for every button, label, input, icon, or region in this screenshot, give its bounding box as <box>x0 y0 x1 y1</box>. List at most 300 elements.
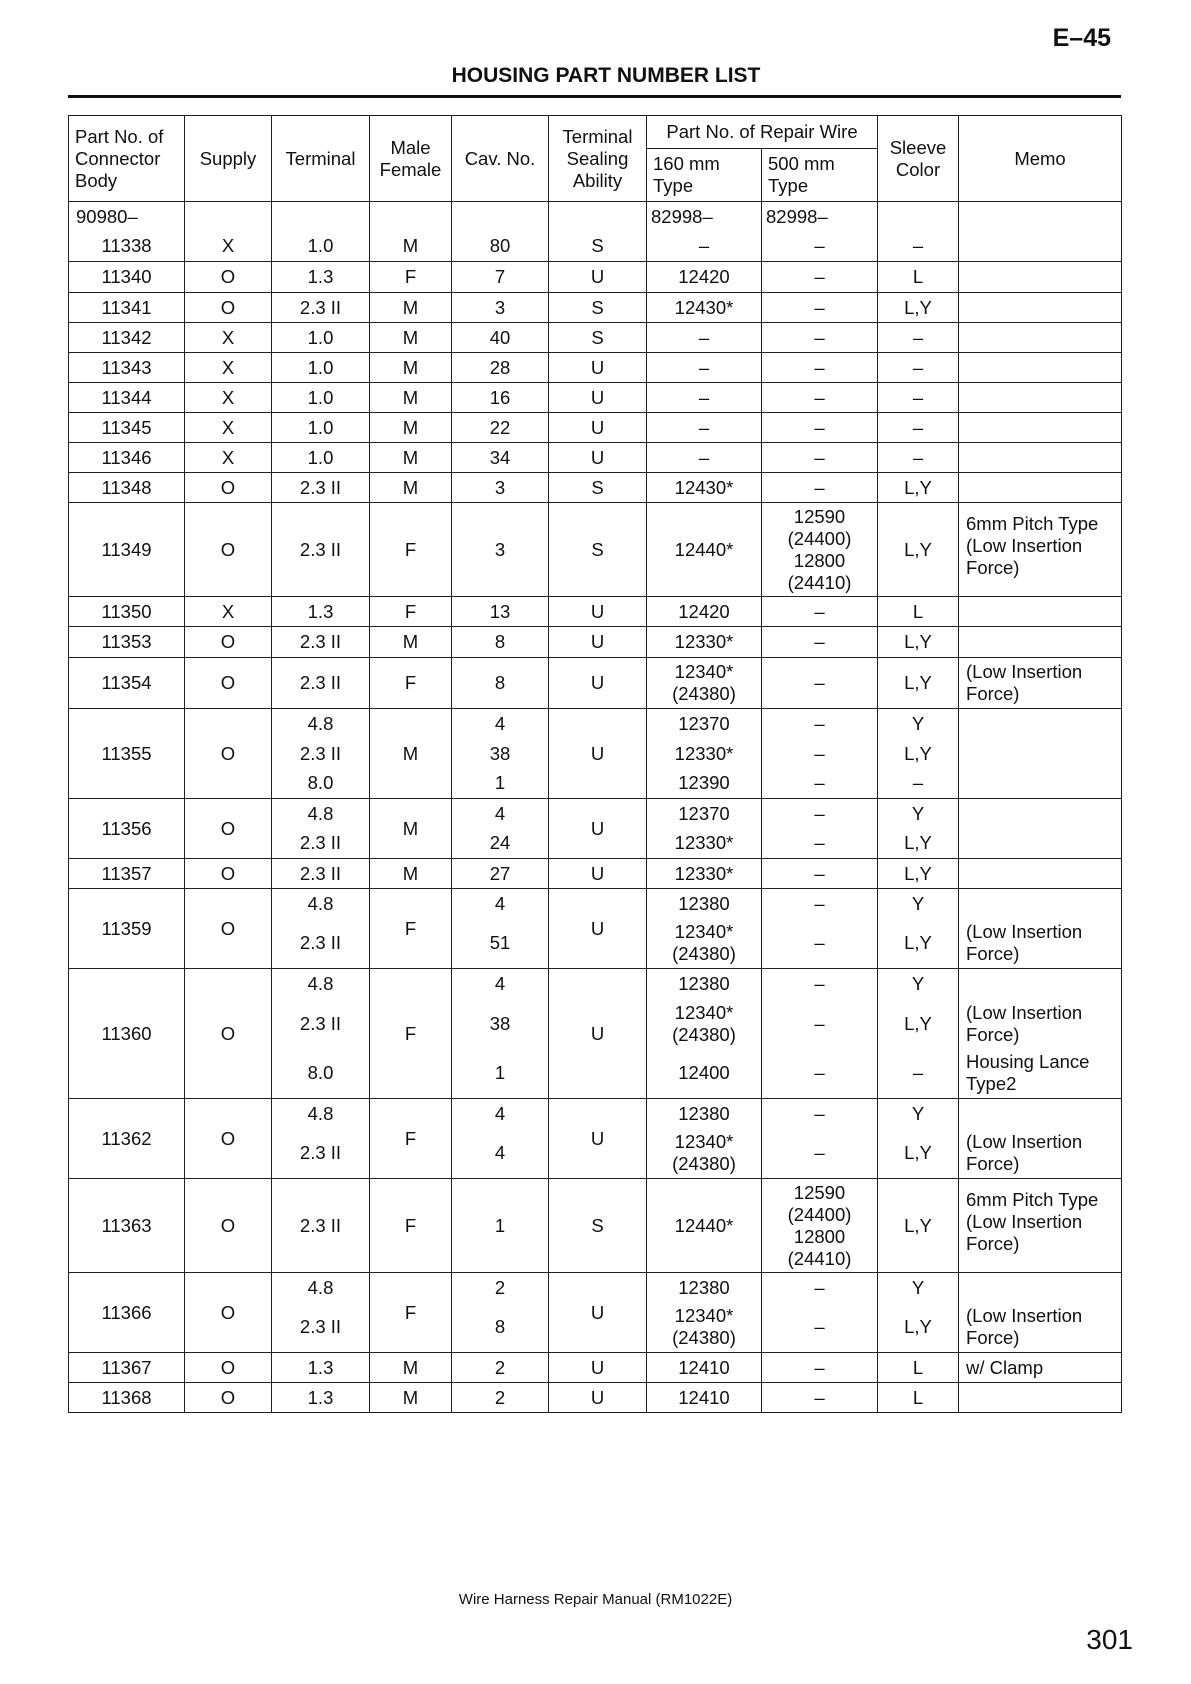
table-cell: 2.3 II <box>272 859 370 889</box>
table-cell: F <box>370 889 452 969</box>
table-cell: U <box>549 969 647 1099</box>
table-cell: O <box>185 969 272 1099</box>
cell-line: Force) <box>966 1023 1020 1045</box>
table-cell: 1.0 <box>272 413 370 443</box>
table-cell <box>959 889 1122 919</box>
table-cell: 2.3 II <box>272 1179 370 1273</box>
part-prefix: 90980– <box>69 202 185 232</box>
cell-line: 12340* <box>674 661 734 682</box>
w500-prefix: 82998– <box>762 202 878 232</box>
table-cell: L,Y <box>878 919 959 969</box>
table-cell <box>762 503 878 597</box>
table-cell <box>959 503 1122 597</box>
table-cell: 11341 <box>69 293 185 323</box>
table-cell <box>185 202 272 232</box>
table-cell: 12410 <box>647 1383 762 1413</box>
table-cell: 1 <box>452 769 549 799</box>
table-cell <box>647 658 762 709</box>
table-cell: – <box>762 969 878 999</box>
table-cell: 12370 <box>647 709 762 739</box>
cell-line: (Low Insertion <box>966 1211 1083 1232</box>
table-cell: 12330* <box>647 627 762 658</box>
cell-line: Force) <box>966 683 1020 704</box>
table-cell: L,Y <box>878 999 959 1049</box>
cell-line: Force) <box>966 557 1020 578</box>
cell-line: Type2 <box>966 1073 1017 1095</box>
table-cell <box>959 1099 1122 1129</box>
table-cell: U <box>549 627 647 658</box>
cell-line: Housing Lance <box>966 1051 1090 1073</box>
table-cell: 12420 <box>647 597 762 627</box>
table-cell: – <box>878 353 959 383</box>
table-cell <box>959 799 1122 859</box>
table-cell: Y <box>878 799 959 829</box>
table-cell: M <box>370 1383 452 1413</box>
cell-line: 12340* <box>674 1305 734 1327</box>
table-cell: X <box>185 323 272 353</box>
table-cell: 2.3 II <box>272 503 370 597</box>
cell-line: 12590 <box>793 1181 846 1203</box>
table-row <box>69 1383 1122 1413</box>
table-cell <box>878 202 959 232</box>
table-row <box>69 262 1122 293</box>
table-cell: F <box>370 658 452 709</box>
table-cell: M <box>370 709 452 799</box>
w160-prefix: 82998– <box>647 202 762 232</box>
cell-line: Force) <box>966 1327 1020 1349</box>
table-cell <box>959 999 1122 1049</box>
table-row <box>69 473 1122 503</box>
cell-line: 12340* <box>674 1131 734 1153</box>
table-cell: 2.3 II <box>272 658 370 709</box>
table-cell: 4 <box>452 709 549 739</box>
table-cell: 12410 <box>647 1353 762 1383</box>
cell-line: 12800 <box>793 1225 846 1247</box>
table-cell <box>647 919 762 969</box>
table-cell: – <box>878 323 959 353</box>
table-cell: M <box>370 443 452 473</box>
table-cell: 11348 <box>69 473 185 503</box>
table-cell: 11366 <box>69 1273 185 1353</box>
table-cell <box>959 1049 1122 1099</box>
header-sleeve-color <box>878 116 959 202</box>
table-row <box>69 1353 1122 1383</box>
cell-line: 12590 <box>793 505 846 527</box>
page-number: 301 <box>1086 1624 1133 1655</box>
table-cell: O <box>185 262 272 293</box>
table-cell: 12440* <box>647 503 762 597</box>
table-cell: 1.3 <box>272 597 370 627</box>
cell-line: Terminal <box>562 125 633 147</box>
table-cell: U <box>549 709 647 799</box>
table-cell: 8 <box>452 658 549 709</box>
table-cell: O <box>185 889 272 969</box>
cell-line: 12340* <box>674 1001 734 1023</box>
table-cell: 2.3 II <box>272 293 370 323</box>
table-cell: – <box>878 769 959 799</box>
table-cell: L,Y <box>878 1179 959 1273</box>
table-cell: F <box>370 262 452 293</box>
table-cell: U <box>549 658 647 709</box>
table-cell: 12380 <box>647 1273 762 1303</box>
cell-line: Force) <box>966 1233 1020 1254</box>
cell-line: 12340* <box>674 921 734 943</box>
table-cell: – <box>762 1129 878 1179</box>
table-cell: F <box>370 1099 452 1179</box>
table-cell: U <box>549 1383 647 1413</box>
table-cell: – <box>762 829 878 859</box>
table-cell: 4 <box>452 1099 549 1129</box>
table-cell <box>959 1179 1122 1273</box>
table-cell: 4.8 <box>272 709 370 739</box>
table-cell: – <box>762 232 878 262</box>
table-cell: L,Y <box>878 1303 959 1353</box>
table-row <box>69 597 1122 627</box>
table-cell: 12380 <box>647 889 762 919</box>
cell-line: (24400) <box>787 1203 852 1225</box>
cell-line: (24380) <box>672 1023 736 1045</box>
table-cell: 11354 <box>69 658 185 709</box>
table-cell: – <box>647 443 762 473</box>
table-cell: 12330* <box>647 739 762 769</box>
table-cell: – <box>762 353 878 383</box>
table-row <box>69 383 1122 413</box>
table-cell: M <box>370 627 452 658</box>
table-cell: – <box>647 353 762 383</box>
table-cell: 2.3 II <box>272 627 370 658</box>
table-cell: 1.0 <box>272 232 370 262</box>
table-cell: – <box>647 413 762 443</box>
table-cell: – <box>878 413 959 443</box>
table-cell: 11343 <box>69 353 185 383</box>
table-row <box>69 799 1122 829</box>
table-cell <box>959 709 1122 799</box>
cell-line: Male <box>390 136 431 158</box>
table-cell: M <box>370 232 452 262</box>
cell-line: 6mm Pitch Type <box>966 513 1099 534</box>
table-cell: 11355 <box>69 709 185 799</box>
table-cell: 3 <box>452 473 549 503</box>
table-cell: 8.0 <box>272 769 370 799</box>
table-cell: – <box>762 799 878 829</box>
table-cell: U <box>549 353 647 383</box>
table-cell: 38 <box>452 739 549 769</box>
title-rule <box>68 95 1121 98</box>
table-cell: F <box>370 1273 452 1353</box>
table-cell <box>272 202 370 232</box>
table-cell: 11344 <box>69 383 185 413</box>
header-sealing <box>549 116 647 202</box>
table-cell: 4.8 <box>272 889 370 919</box>
table-cell: L,Y <box>878 859 959 889</box>
table-row <box>69 443 1122 473</box>
table-cell: L <box>878 1383 959 1413</box>
table-cell: 3 <box>452 293 549 323</box>
table-cell: 12430* <box>647 293 762 323</box>
table-row <box>69 503 1122 597</box>
table-row <box>69 1273 1122 1303</box>
table-cell <box>959 658 1122 709</box>
table-cell: – <box>762 627 878 658</box>
table-row <box>69 859 1122 889</box>
table-cell: – <box>762 1353 878 1383</box>
table-cell <box>647 1303 762 1353</box>
table-cell <box>647 999 762 1049</box>
cell-line: (24410) <box>787 1247 852 1269</box>
table-cell: O <box>185 658 272 709</box>
header-cav-no: Cav. No. <box>452 116 549 202</box>
table-cell: – <box>762 919 878 969</box>
table-cell <box>959 1129 1122 1179</box>
cell-line: Force) <box>966 943 1020 965</box>
table-cell: 2.3 II <box>272 999 370 1049</box>
housing-part-table <box>68 115 1122 1413</box>
table-cell: – <box>647 232 762 262</box>
cell-line: (24380) <box>672 683 736 704</box>
table-cell: 11367 <box>69 1353 185 1383</box>
table-row <box>69 889 1122 919</box>
table-cell: 12370 <box>647 799 762 829</box>
table-cell: 12420 <box>647 262 762 293</box>
table-cell: L,Y <box>878 503 959 597</box>
table-cell: 2.3 II <box>272 919 370 969</box>
table-cell <box>959 859 1122 889</box>
table-cell: U <box>549 262 647 293</box>
table-cell <box>959 353 1122 383</box>
table-cell: X <box>185 353 272 383</box>
table-cell: 11356 <box>69 799 185 859</box>
table-cell: O <box>185 859 272 889</box>
table-cell: O <box>185 503 272 597</box>
table-cell: 4 <box>452 889 549 919</box>
table-cell: – <box>762 473 878 503</box>
table-cell: – <box>762 999 878 1049</box>
table-cell: U <box>549 859 647 889</box>
cell-line: Type <box>768 175 809 196</box>
footer-text: Wire Harness Repair Manual (RM1022E) <box>458 1591 733 1608</box>
table-cell: 2 <box>452 1273 549 1303</box>
table-cell: 16 <box>452 383 549 413</box>
cell-line: (Low Insertion <box>966 661 1083 682</box>
table-cell: O <box>185 627 272 658</box>
cell-line: Sealing <box>566 147 629 169</box>
table-cell: 80 <box>452 232 549 262</box>
table-cell: O <box>185 709 272 799</box>
table-cell <box>959 202 1122 232</box>
table-row <box>69 293 1122 323</box>
header-supply: Supply <box>185 116 272 202</box>
header-repair-wire: Part No. of Repair Wire <box>647 116 878 149</box>
table-cell: M <box>370 293 452 323</box>
table-cell: – <box>762 293 878 323</box>
table-cell: – <box>762 739 878 769</box>
table-cell <box>959 293 1122 323</box>
table-row <box>69 709 1122 739</box>
table-cell: 2.3 II <box>272 829 370 859</box>
table-row <box>69 323 1122 353</box>
cell-line: Color <box>895 158 941 180</box>
header-500mm <box>762 149 878 202</box>
table-cell: 2.3 II <box>272 1129 370 1179</box>
table-cell: 12330* <box>647 859 762 889</box>
table-cell: 1.0 <box>272 383 370 413</box>
table-cell: 11363 <box>69 1179 185 1273</box>
table-cell: 34 <box>452 443 549 473</box>
table-cell: 1.3 <box>272 1353 370 1383</box>
table-cell: M <box>370 859 452 889</box>
table-cell: – <box>762 658 878 709</box>
table-cell: 4 <box>452 1129 549 1179</box>
page-title: HOUSING PART NUMBER LIST <box>451 64 761 87</box>
table-cell: S <box>549 1179 647 1273</box>
table-cell: – <box>878 443 959 473</box>
table-cell: M <box>370 799 452 859</box>
table-cell: 11338 <box>69 232 185 262</box>
table-cell <box>959 473 1122 503</box>
table-cell: F <box>370 969 452 1099</box>
table-cell: 12400 <box>647 1049 762 1099</box>
cell-line: Female <box>379 158 442 180</box>
table-cell: F <box>370 1179 452 1273</box>
table-cell: U <box>549 383 647 413</box>
cell-line: (Low Insertion <box>966 1305 1083 1327</box>
table-row <box>69 353 1122 383</box>
table-cell: – <box>762 1049 878 1099</box>
table-cell: – <box>878 383 959 413</box>
cell-line: (24380) <box>672 1327 736 1349</box>
table-cell: 11359 <box>69 889 185 969</box>
table-cell: L,Y <box>878 658 959 709</box>
table-cell: 4.8 <box>272 1099 370 1129</box>
table-cell: 51 <box>452 919 549 969</box>
table-cell: X <box>185 232 272 262</box>
table-cell: L,Y <box>878 473 959 503</box>
table-cell: – <box>762 1383 878 1413</box>
table-cell: – <box>647 323 762 353</box>
table-cell: – <box>762 709 878 739</box>
header-memo: Memo <box>959 116 1122 202</box>
table-cell <box>959 969 1122 999</box>
table-row <box>69 969 1122 999</box>
table-cell: L <box>878 262 959 293</box>
table-cell: L <box>878 1353 959 1383</box>
cell-line: (Low Insertion <box>966 921 1083 943</box>
table-cell: L,Y <box>878 627 959 658</box>
table-cell: 12380 <box>647 1099 762 1129</box>
table-cell: 1.3 <box>272 1383 370 1413</box>
table-cell: U <box>549 443 647 473</box>
section-code: E–45 <box>1052 24 1111 52</box>
table-cell: U <box>549 889 647 969</box>
table-cell: 11353 <box>69 627 185 658</box>
table-cell <box>959 262 1122 293</box>
table-cell <box>762 1179 878 1273</box>
table-cell: 11368 <box>69 1383 185 1413</box>
table-cell: M <box>370 353 452 383</box>
cell-line: (24380) <box>672 943 736 965</box>
table-row <box>69 413 1122 443</box>
table-cell: L,Y <box>878 1129 959 1179</box>
table-cell <box>647 1129 762 1179</box>
table-cell: 4 <box>452 799 549 829</box>
table-row <box>69 627 1122 658</box>
table-cell: Y <box>878 969 959 999</box>
table-cell: O <box>185 799 272 859</box>
table-cell: X <box>185 383 272 413</box>
cell-line: (24400) <box>787 527 852 549</box>
table-cell: O <box>185 1353 272 1383</box>
table-cell: 12330* <box>647 829 762 859</box>
table-row <box>69 1099 1122 1129</box>
table-cell: 12390 <box>647 769 762 799</box>
header-male-female <box>370 116 452 202</box>
table-cell: 1 <box>452 1049 549 1099</box>
table-cell: – <box>878 232 959 262</box>
cell-line: Body <box>75 169 118 191</box>
table-cell: X <box>185 413 272 443</box>
cell-line: Sleeve <box>889 136 947 158</box>
table-cell: – <box>762 859 878 889</box>
table-cell: 1 <box>452 1179 549 1273</box>
table-cell: O <box>185 1383 272 1413</box>
table-cell: L <box>878 597 959 627</box>
table-cell: w/ Clamp <box>959 1353 1122 1383</box>
header-part-no <box>69 116 185 202</box>
table-cell: – <box>762 769 878 799</box>
table-cell: U <box>549 413 647 443</box>
table-cell <box>452 202 549 232</box>
table-cell: 2.3 II <box>272 473 370 503</box>
table-cell: 7 <box>452 262 549 293</box>
table-cell: 8.0 <box>272 1049 370 1099</box>
table-cell: 2 <box>452 1353 549 1383</box>
table-row <box>69 658 1122 709</box>
table-cell: S <box>549 473 647 503</box>
table-cell: 12440* <box>647 1179 762 1273</box>
table-cell: Y <box>878 1099 959 1129</box>
table-cell: 8 <box>452 1303 549 1353</box>
table-cell <box>959 627 1122 658</box>
table-cell: M <box>370 413 452 443</box>
table-cell: O <box>185 1273 272 1353</box>
table-cell: Y <box>878 1273 959 1303</box>
table-cell: – <box>762 383 878 413</box>
table-cell <box>370 202 452 232</box>
table-cell: 24 <box>452 829 549 859</box>
table-cell: M <box>370 323 452 353</box>
table-cell: X <box>185 597 272 627</box>
table-cell: M <box>370 473 452 503</box>
table-cell: 2.3 II <box>272 1303 370 1353</box>
table-cell: 38 <box>452 999 549 1049</box>
table-cell: O <box>185 293 272 323</box>
cell-line: (Low Insertion <box>966 535 1083 556</box>
cell-line: Connector <box>75 147 161 169</box>
cell-line: (Low Insertion <box>966 1131 1083 1153</box>
table-cell: U <box>549 799 647 859</box>
table-cell: – <box>762 323 878 353</box>
table-cell: 11349 <box>69 503 185 597</box>
table-cell: 1.0 <box>272 323 370 353</box>
table-cell: 11360 <box>69 969 185 1099</box>
table-cell: 11345 <box>69 413 185 443</box>
table-cell: 11340 <box>69 262 185 293</box>
table-row <box>69 232 1122 262</box>
table-cell: U <box>549 1353 647 1383</box>
table-cell: 11346 <box>69 443 185 473</box>
table-cell: 8 <box>452 627 549 658</box>
table-cell: 11350 <box>69 597 185 627</box>
